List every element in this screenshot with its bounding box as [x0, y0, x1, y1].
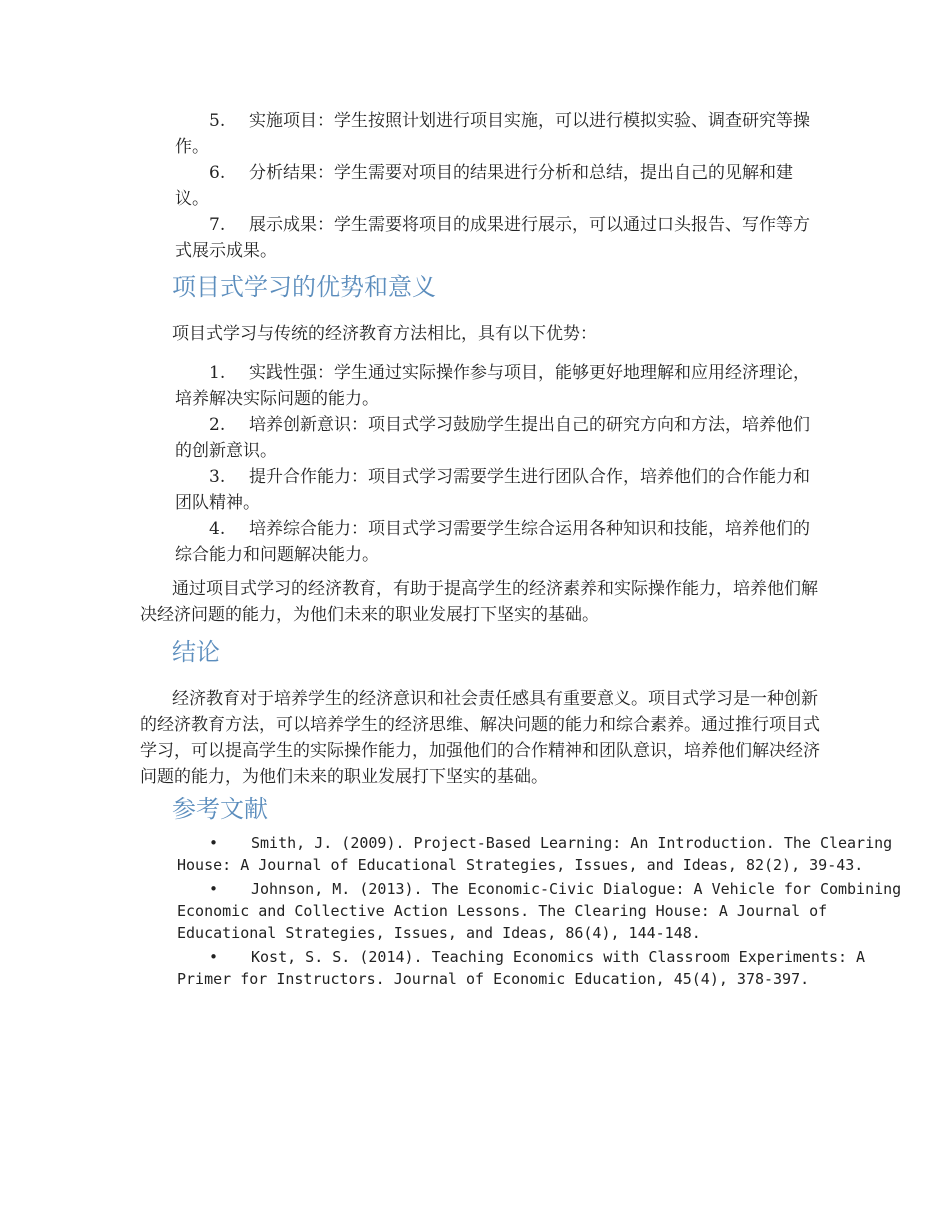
- bullet-icon: •: [209, 948, 219, 966]
- reference-item: [177, 832, 927, 876]
- list-number: 5.: [209, 111, 226, 131]
- reference-item: [177, 878, 927, 944]
- advantages-summary: 通过项目式学习的经济教育，有助于提高学生的经济素养和实际操作能力，培养他们解决经济问题的能力，为他们未来的职业发展打下坚实的基础。: [140, 579, 818, 625]
- advantages-intro: 项目式学习与传统的经济教育方法相比，具有以下优势：: [172, 324, 597, 344]
- reference-text: Kost, S. S. (2014). Teaching Economics with Classroom Experiments: A Primer for Instructors. Journal of Economic Education, 45(4), 378-397.: [177, 948, 866, 988]
- section-heading-advantages: 项目式学习的优势和意义: [172, 273, 436, 301]
- list-text: 培养综合能力：项目式学习需要学生综合运用各种知识和技能，培养他们的综合能力和问题解决能力。: [175, 519, 810, 565]
- list-item: [175, 516, 815, 568]
- list-number: 7.: [209, 215, 226, 235]
- list-item: [175, 212, 815, 264]
- reference-text: Johnson, M. (2013). The Economic-Civic Dialogue: A Vehicle for Combining Economic and Collective Action Lessons. The Clearing House: A Journal of Educational Strategies, Issues, and Ideas, 86(4), 144-148.: [177, 880, 902, 942]
- list-number: 3.: [209, 467, 226, 487]
- list-text: 提升合作能力：项目式学习需要学生进行团队合作，培养他们的合作能力和团队精神。: [175, 467, 810, 513]
- references-list: [0, 832, 950, 990]
- list-text: 培养创新意识：项目式学习鼓励学生提出自己的研究方向和方法，培养他们的创新意识。: [175, 415, 810, 461]
- conclusion-text: 经济教育对于培养学生的经济意识和社会责任感具有重要意义。项目式学习是一种创新的经济教育方法，可以培养学生的经济思维、解决问题的能力和综合素养。通过推行项目式学习，可以提高学生的实际操作能力，加强他们的合作精神和团队意识，培养他们解决经济问题的能力，为他们未来的职业发展打下坚实的基础。: [140, 689, 820, 787]
- list-item: [175, 360, 815, 412]
- reference-item: [177, 946, 927, 990]
- section-heading-conclusion: 结论: [172, 638, 220, 666]
- list-number: 6.: [209, 163, 226, 183]
- list-text: 实施项目：学生按照计划进行项目实施，可以进行模拟实验、调查研究等操作。: [175, 111, 810, 157]
- reference-text: Smith, J. (2009). Project-Based Learning: An Introduction. The Clearing House: A Journal of Educational Strategies, Issues, and Ideas, 82(2), 39-43.: [177, 834, 893, 874]
- list-item: [175, 412, 815, 464]
- list-text: 分析结果：学生需要对项目的结果进行分析和总结，提出自己的见解和建议。: [175, 163, 793, 209]
- bullet-icon: •: [209, 880, 219, 898]
- advantages-list: [0, 360, 950, 568]
- section-heading-references: 参考文献: [172, 795, 268, 823]
- list-text: 实践性强：学生通过实际操作参与项目，能够更好地理解和应用经济理论，培养解决实际问题的能力。: [175, 363, 810, 409]
- list-number: 2.: [209, 415, 226, 435]
- list-item: [175, 108, 815, 160]
- bullet-icon: •: [209, 834, 219, 852]
- list-text: 展示成果：学生需要将项目的成果进行展示，可以通过口头报告、写作等方式展示成果。: [175, 215, 810, 261]
- list-item: [175, 160, 815, 212]
- list-item: [175, 464, 815, 516]
- steps-list: [0, 108, 950, 264]
- list-number: 1.: [209, 363, 226, 383]
- list-number: 4.: [209, 519, 226, 539]
